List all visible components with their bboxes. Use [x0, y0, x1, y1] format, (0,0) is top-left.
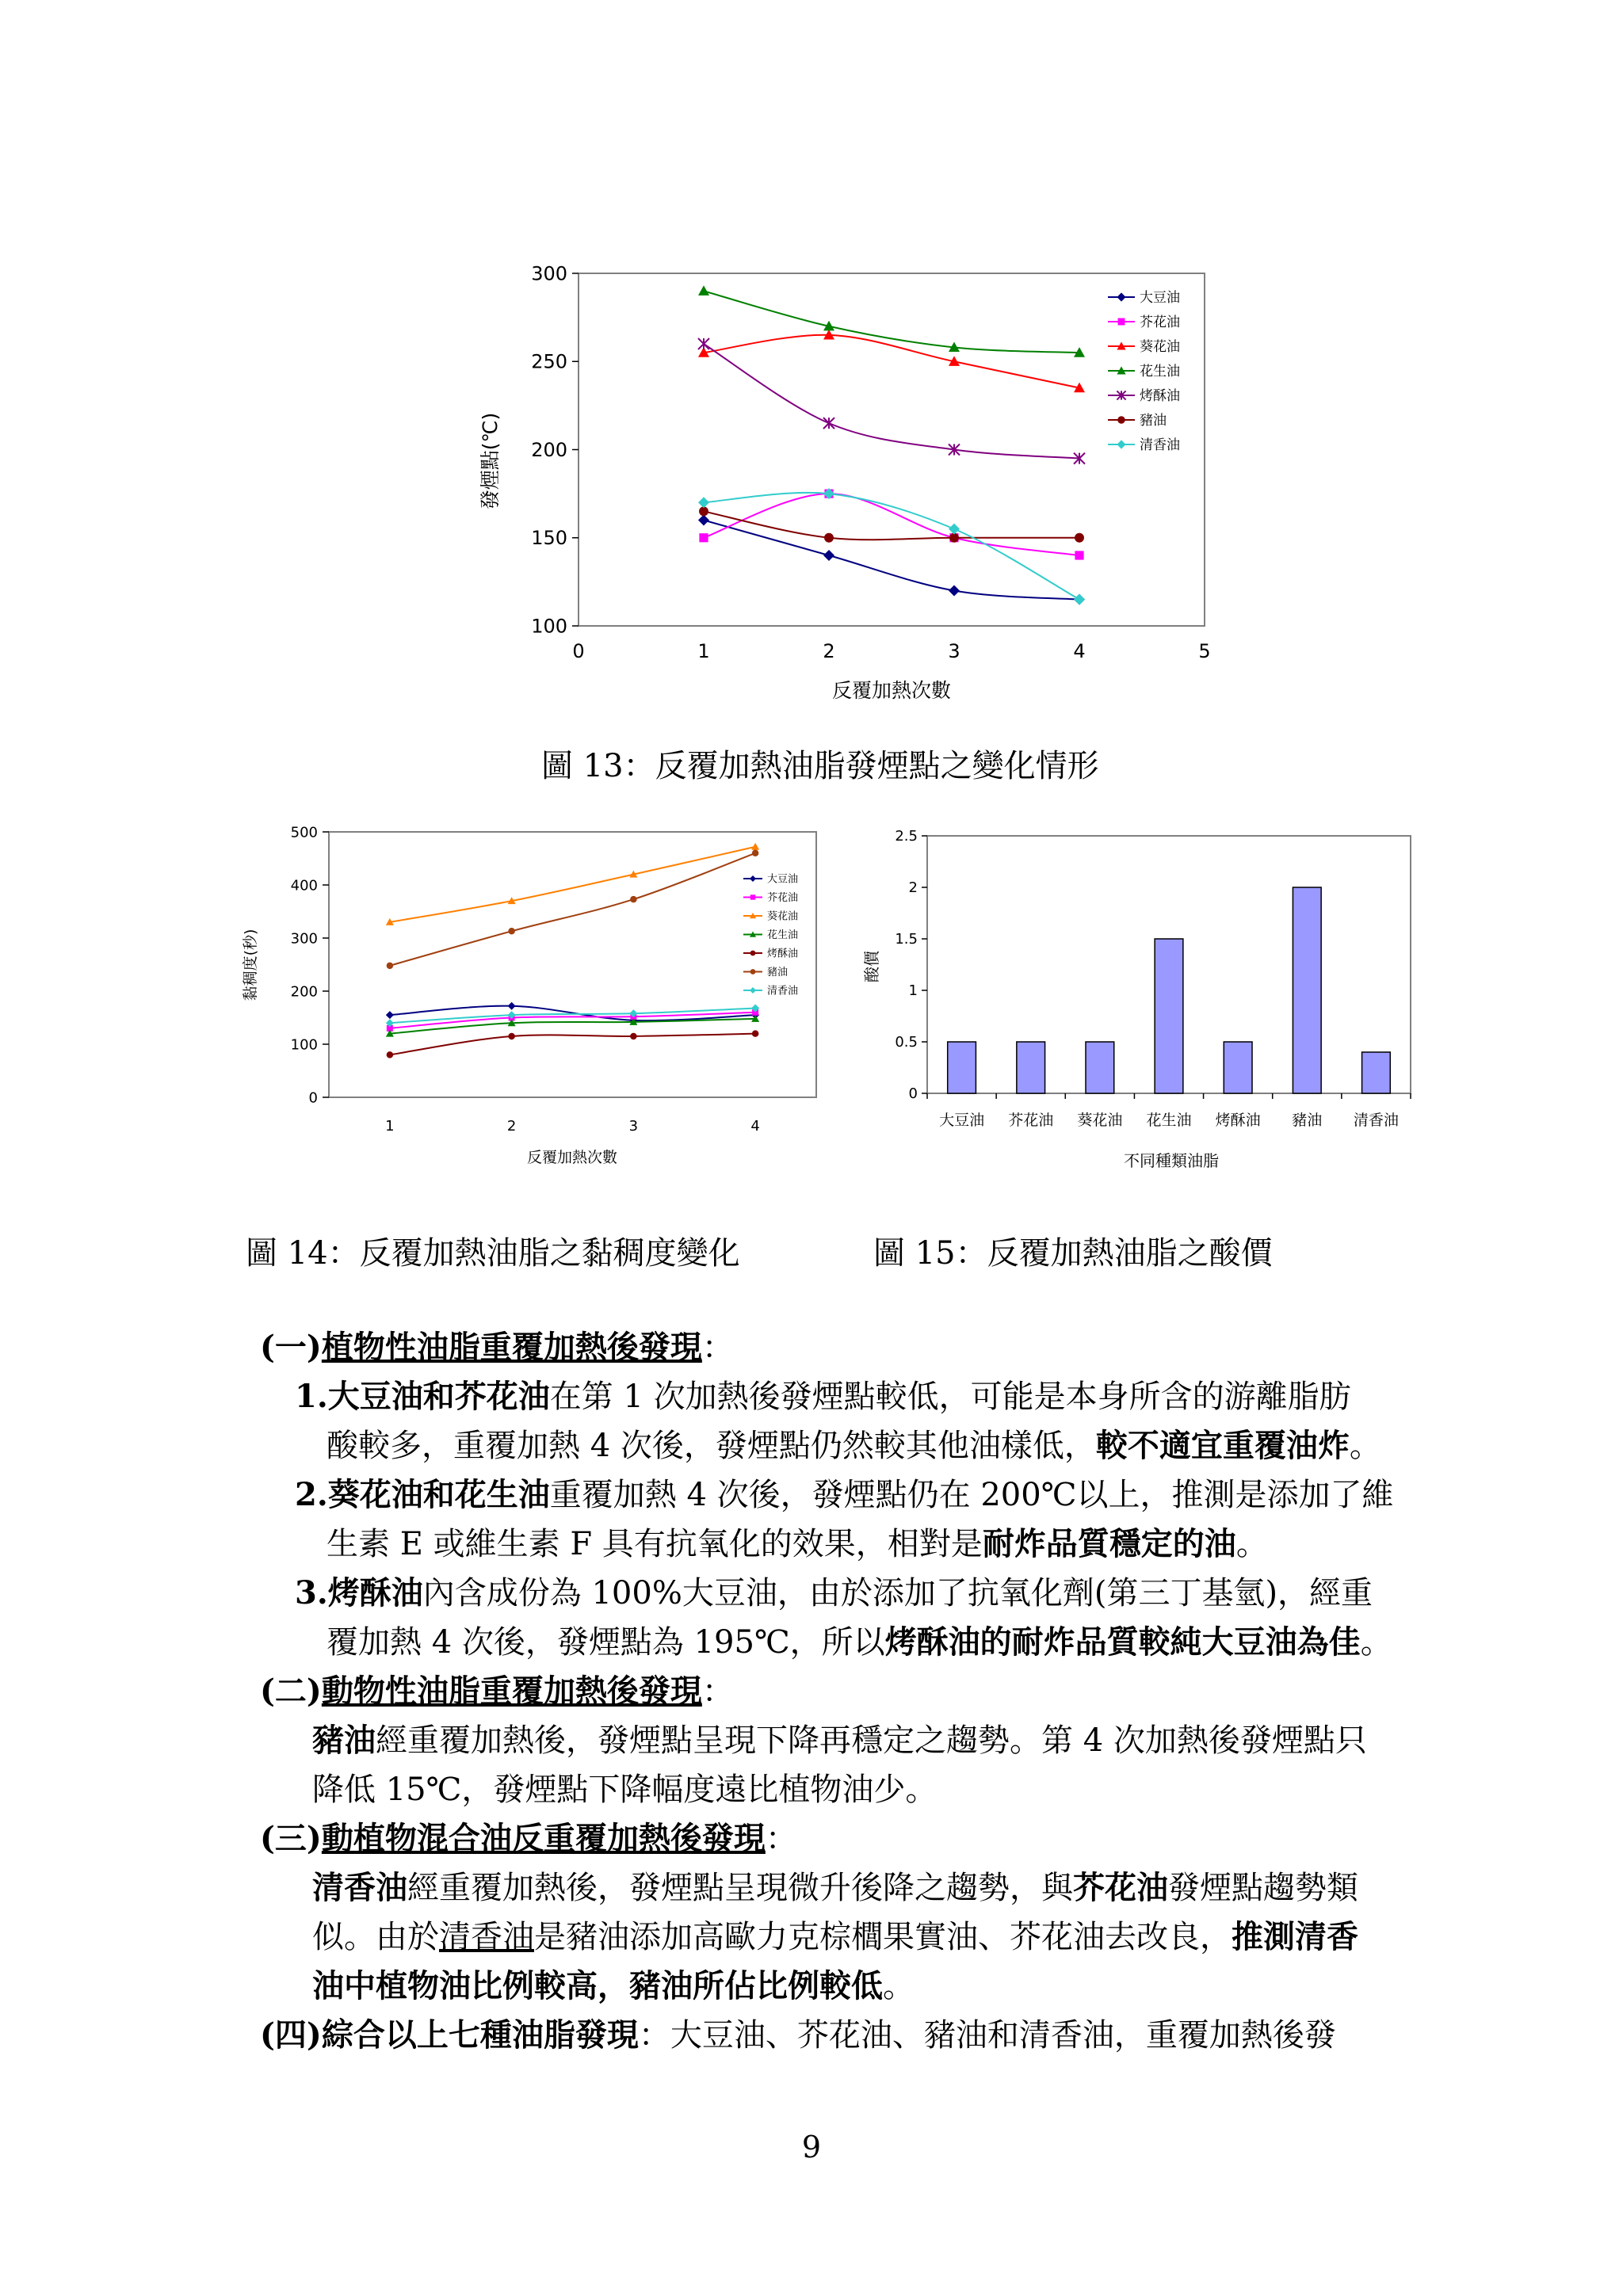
chart-fig13: [444, 254, 1252, 729]
legend-label: 花生油: [767, 929, 799, 942]
y-tick-label: 250: [531, 350, 567, 373]
item-text: 酸較多，重覆加熱 4 次後，發煙點仍然較其他油樣低，: [327, 1428, 1096, 1464]
x-tick-label: 1: [385, 1118, 395, 1135]
x-axis-label: 反覆加熱次數: [526, 1149, 618, 1166]
data-point: [508, 1002, 516, 1010]
section-2-line-2: [312, 1765, 937, 1814]
item-bold: 大豆油和芥花油: [327, 1378, 550, 1415]
item-text: 重覆加熱 4 次後，發煙點仍在 200℃以上，推測是添加了維: [549, 1477, 1394, 1513]
chart-fig15: [860, 820, 1430, 1177]
data-point: [823, 550, 834, 561]
item-text: 覆加熱 4 次後，發煙點為 195℃，所以: [327, 1624, 885, 1661]
fig14-caption: 圖 14：反覆加熱油脂之黏稠度變化: [246, 1235, 740, 1272]
plot-area: [329, 832, 816, 1097]
item-number: 3.: [295, 1574, 328, 1611]
x-tick-label: 2: [506, 1118, 517, 1135]
series-line: [704, 493, 1079, 600]
x-tick-label: 烤酥油: [1215, 1112, 1261, 1129]
legend-marker: [1117, 416, 1125, 424]
legend-label: 芥花油: [767, 892, 799, 905]
bar: [948, 1042, 976, 1093]
item-bold: 較不適宜重覆油炸: [1095, 1427, 1350, 1464]
item-text: ：大豆油、芥花油、豬油和清香油，重覆加熱後發: [638, 2017, 1336, 2054]
data-point: [386, 1011, 394, 1019]
data-point: [751, 843, 759, 850]
bar: [1155, 939, 1183, 1093]
data-point: [824, 533, 834, 543]
legend-label: 葵花油: [767, 910, 799, 923]
x-tick-label: 花生油: [1146, 1112, 1192, 1129]
x-tick-label: 大豆油: [939, 1112, 985, 1129]
y-tick-label: 100: [290, 1036, 318, 1054]
y-tick-label: 200: [290, 983, 318, 1001]
item-number: 1.: [295, 1378, 328, 1415]
bar: [1362, 1052, 1391, 1093]
x-tick-label: 0: [572, 640, 585, 662]
x-tick-label: 3: [948, 640, 960, 662]
y-tick-label: 0: [308, 1089, 318, 1107]
item-number: 2.: [295, 1476, 328, 1513]
heading-colon: ：: [701, 1673, 734, 1710]
series-line: [390, 1019, 755, 1034]
item-bold: 葵花油和花生油: [327, 1476, 550, 1513]
data-point: [630, 1033, 637, 1040]
legend-label: 大豆油: [767, 873, 799, 886]
item-end: 。: [1360, 1624, 1392, 1661]
data-point: [630, 896, 637, 903]
x-tick-label: 葵花油: [1077, 1112, 1123, 1129]
section-3-line-2: [312, 1913, 1358, 1962]
series-line: [704, 291, 1079, 353]
data-point: [698, 285, 709, 296]
legend-marker: [1117, 292, 1125, 301]
item-end: 。: [883, 1968, 915, 2004]
page-number: 9: [801, 2130, 822, 2164]
legend-label: 豬油: [1140, 412, 1167, 429]
x-tick-label: 4: [1073, 640, 1086, 662]
section-3-line-1: [312, 1863, 1358, 1913]
legend-label: 烤酥油: [767, 948, 799, 960]
section-2-line-1: [312, 1716, 1367, 1765]
section-1-item-1: [295, 1372, 1351, 1421]
legend-marker: [750, 987, 756, 994]
x-tick-label: 清香油: [1353, 1112, 1399, 1129]
legend-marker: [1117, 440, 1125, 448]
y-axis-label: 酸價: [862, 951, 881, 982]
item-bold: 烤酥油: [327, 1574, 423, 1611]
bar: [1293, 887, 1321, 1093]
heading-text: (四)綜合以上七種油脂發現: [260, 2016, 639, 2054]
section-1-item-3: [295, 1569, 1373, 1618]
x-tick-label: 5: [1198, 640, 1211, 662]
y-axis-label: 發煙點(℃): [479, 412, 502, 510]
heading-colon: ：: [765, 1821, 797, 1857]
legend-marker: [1118, 318, 1125, 326]
data-point: [1075, 551, 1083, 559]
x-axis-label: 反覆加熱次數: [831, 679, 952, 702]
y-tick-label: 100: [531, 615, 567, 638]
section-4-line-1: [260, 2011, 1336, 2060]
data-point: [1075, 533, 1084, 543]
section-1-item-2: [295, 1470, 1393, 1520]
data-point: [949, 524, 960, 535]
legend-label: 葵花油: [1140, 338, 1180, 355]
heading-colon: ：: [701, 1329, 734, 1366]
heading-text: 植物性油脂重覆加熱後發現: [321, 1329, 702, 1366]
y-tick-label: 150: [531, 527, 567, 550]
y-tick-label: 2.5: [895, 828, 918, 845]
x-tick-label: 1: [697, 640, 710, 662]
item-bold: 芥花油: [1073, 1869, 1168, 1906]
chart-fig14: [238, 820, 832, 1177]
x-tick-label: 豬油: [1292, 1112, 1323, 1129]
y-axis-label: 黏稠度(秒): [242, 929, 259, 1001]
item-underlined: 清香油: [439, 1919, 534, 1955]
data-point: [949, 585, 960, 597]
data-point: [752, 850, 759, 857]
item-end: 。: [1349, 1428, 1381, 1464]
bar: [1224, 1042, 1252, 1093]
data-point: [387, 963, 394, 970]
y-tick-label: 300: [531, 262, 567, 285]
item-bold: 油中植物油比例較高，豬油所佔比例較低: [312, 1967, 883, 2004]
item-bold: 豬油: [312, 1722, 376, 1759]
series-line: [390, 853, 755, 966]
data-point: [1074, 594, 1085, 605]
legend-marker: [750, 951, 756, 956]
item-end: 。: [1235, 1526, 1268, 1562]
data-point: [823, 418, 834, 429]
item-bold: 耐炸品質穩定的油: [982, 1525, 1236, 1562]
plot-area: [579, 273, 1205, 626]
section-1-item-3-line-2: [327, 1618, 1392, 1667]
bar: [1017, 1042, 1045, 1093]
legend-marker: [750, 894, 755, 899]
item-text: 發煙點趨勢類: [1168, 1870, 1358, 1906]
item-text: 是豬油添加高歐力克棕櫚果實油、芥花油去改良，: [534, 1919, 1232, 1955]
bar: [1086, 1042, 1114, 1093]
section-2-heading: [260, 1667, 734, 1716]
y-tick-label: 200: [531, 438, 567, 461]
series-line: [390, 847, 755, 922]
y-tick-label: 0.5: [895, 1034, 918, 1051]
data-point: [752, 1030, 759, 1037]
data-point: [387, 1051, 394, 1058]
y-tick-label: 1.5: [895, 931, 918, 948]
legend-label: 清香油: [767, 985, 799, 997]
item-text: 生素 E 或維生素 F 具有抗氧化的效果，相對是: [327, 1526, 983, 1562]
legend-label: 烤酥油: [1140, 387, 1180, 404]
item-text: 降低 15℃，發煙點下降幅度遠比植物油少。: [312, 1772, 938, 1808]
legend-marker: [750, 969, 756, 974]
item-text: 似。由於: [312, 1919, 439, 1955]
item-bold: 烤酥油的耐炸品質較純大豆油為佳: [884, 1623, 1361, 1661]
x-tick-label: 芥花油: [1008, 1112, 1054, 1129]
data-point: [508, 1033, 515, 1040]
heading-text: 動植物混合油反重覆加熱後發現: [321, 1820, 766, 1857]
data-point: [698, 497, 709, 508]
x-tick-label: 2: [823, 640, 835, 662]
item-bold: 推測清香: [1232, 1918, 1358, 1955]
heading-prefix: (一): [260, 1329, 322, 1366]
fig15-caption: 圖 15：反覆加熱油脂之酸價: [873, 1235, 1273, 1272]
heading-prefix: (二): [260, 1672, 322, 1710]
section-1-item-2-line-2: [327, 1520, 1268, 1569]
section-3-heading: [260, 1814, 797, 1863]
series-line: [390, 1034, 755, 1055]
y-tick-label: 1: [908, 982, 918, 999]
heading-prefix: (三): [260, 1820, 322, 1857]
data-point: [698, 338, 709, 349]
data-point: [699, 533, 708, 542]
legend-label: 大豆油: [1140, 289, 1180, 306]
data-point: [698, 515, 709, 526]
y-tick-label: 2: [908, 879, 918, 896]
item-bold: 清香油: [312, 1869, 407, 1906]
item-text: 經重覆加熱後，發煙點呈現微升後降之趨勢，與: [407, 1870, 1073, 1906]
y-tick-label: 500: [290, 824, 318, 841]
data-point: [508, 928, 515, 935]
item-text: 在第 1 次加熱後發煙點較低，可能是本身所含的游離脂肪: [549, 1379, 1351, 1415]
section-1-heading: [260, 1323, 734, 1372]
x-tick-label: 4: [750, 1118, 760, 1135]
legend-label: 花生油: [1140, 363, 1180, 379]
series-line: [704, 344, 1079, 459]
section-3-line-3: [312, 1962, 915, 2011]
y-tick-label: 400: [290, 877, 318, 894]
legend-label: 清香油: [1140, 437, 1180, 453]
x-axis-label: 不同種類油脂: [1124, 1151, 1219, 1170]
heading-text: 動物性油脂重覆加熱後發現: [321, 1672, 702, 1710]
y-tick-label: 0: [908, 1085, 918, 1102]
series-line: [704, 335, 1079, 388]
section-1-item-1-line-2: [327, 1421, 1381, 1470]
x-tick-label: 3: [628, 1118, 639, 1135]
item-text: 經重覆加熱後，發煙點呈現下降再穩定之趨勢。第 4 次加熱後發煙點只: [376, 1722, 1367, 1759]
y-tick-label: 300: [290, 930, 318, 948]
legend-label: 芥花油: [1140, 314, 1180, 330]
legend-label: 豬油: [767, 967, 789, 979]
legend-marker: [750, 875, 756, 882]
fig13-caption: 圖 13：反覆加熱油脂發煙點之變化情形: [541, 748, 1099, 784]
series-line: [704, 521, 1079, 600]
item-text: 內含成份為 100%大豆油，由於添加了抗氧化劑(第三丁基氫)，經重: [422, 1575, 1373, 1611]
